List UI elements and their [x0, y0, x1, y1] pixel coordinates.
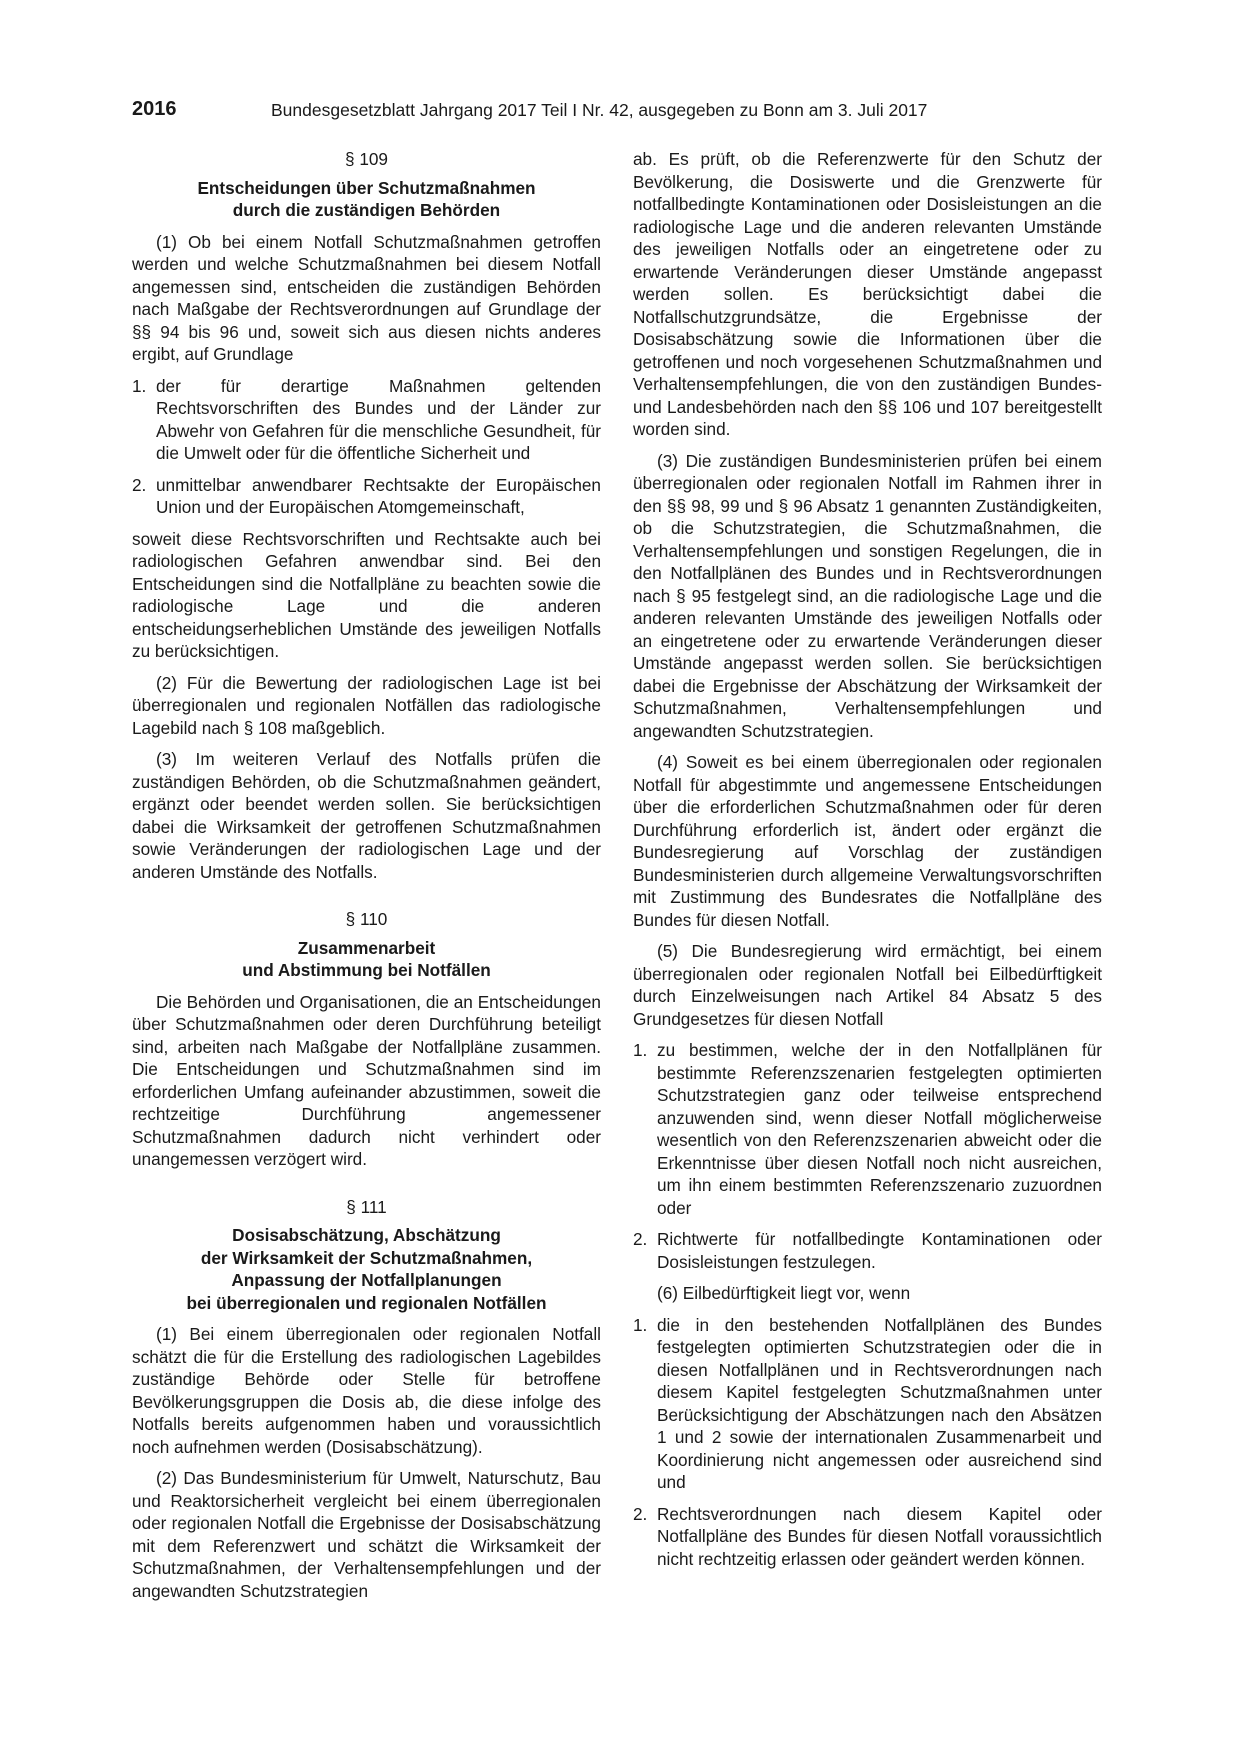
section-110-title-line-1: Zusammenarbeit — [297, 937, 436, 958]
list-item-number: 2. — [132, 474, 147, 495]
section-111-paragraph-5: (5) Die Bundesregierung wird ermächtigt, bei einem überregionalen oder regionalen Notfall bei Eilbedürftigkeit durch Einzelweisungen nach Artikel 84 Absatz 5 des Grundgesetzes für diesen Notfall — [633, 941, 1102, 1029]
section-111-paragraph-2: (2) Das Bundesministerium für Umwelt, Naturschutz, Bau und Reaktorsicherheit vergleicht bei einem überregionalen oder regionalen Notfall die Ergebnisse der Dosisabschätzung mit dem Referenzwert und schätzt die Wirksamkeit der Schutzmaßnahmen, der Verhaltensempfehlungen und der angewandten Schutzstrategien — [132, 1468, 601, 1601]
section-109-paragraph-2: (2) Für die Bewertung der radiologischen Lage ist bei überregionalen und regionalen Notfällen das radiologische Lagebild nach § 108 maßgeblich. — [132, 672, 601, 738]
section-111-number: § 111 — [346, 1196, 387, 1217]
section-111-paragraph-6: (6) Eilbedürftigkeit liegt vor, wenn — [657, 1283, 911, 1303]
section-110-title-line-2: und Abstimmung bei Notfällen — [242, 960, 491, 980]
list-item — [633, 1314, 1102, 1494]
list-item-text: Richtwerte für notfallbedingte Kontaminationen oder Dosisleistungen festzulegen. — [657, 1229, 1102, 1272]
section-111-title-line-4: bei überregionalen und regionalen Notfällen — [186, 1292, 547, 1313]
section-109-title-line-2: durch die zuständigen Behörden — [232, 200, 501, 220]
list-item — [132, 474, 601, 519]
left-column — [132, 148, 601, 1602]
section-109-number: § 109 — [344, 149, 388, 169]
list-item-number: 1. — [633, 1040, 648, 1060]
list-item-text: die in den bestehenden Notfallplänen des Bundes festgelegten optimierten Schutzstrategien oder die in diesen Notfallplänen und in Rechtsverordnungen nach diesem Kapitel festgelegten Schutzmaßnahmen unter Berücksichtigung der Abschätzungen nach den Absätzen 1 und 2 sowie der internationalen Zusammenarbeit und Koordinierung nicht angemessen oder ausreichend sind und — [657, 1314, 1102, 1492]
section-109-title-line-1: Entscheidungen über Schutzmaßnahmen — [197, 177, 536, 198]
section-109-paragraph-1: (1) Ob bei einem Notfall Schutzmaßnahmen getroffen werden und welche Schutzmaßnahmen bei diesem Notfall angemessen sind, entscheiden die zuständigen Behörden nach Maßgabe der Rechtsverordnungen auf Grundlage der §§ 94 bis 96 und, soweit sich aus diesen nichts anderes ergibt, auf Grundlage — [132, 231, 601, 364]
section-111-paragraph-5-list — [633, 1039, 1102, 1273]
list-item-text: zu bestimmen, welche der in den Notfallplänen für bestimmte Referenzszenarien festgelegten optimierten Schutzstrategien ganz oder teilweise entsprechend anzuwenden sind, wenn dieser Notfall möglicherweise wesentlich von den Referenzszenarien abweicht oder die Erkenntnisse über diesen Notfall noch nicht ausreichen, um ihn einem bestimmten Referenzszenario zuzuordnen oder — [657, 1040, 1102, 1218]
list-item — [633, 1503, 1102, 1571]
list-item-number: 1. — [633, 1314, 648, 1335]
page-number: 2016 — [132, 98, 177, 120]
section-111-paragraph-6-list — [633, 1314, 1102, 1571]
section-109-paragraph-3: (3) Im weiteren Verlauf des Notfalls prüfen die zuständigen Behörden, ob die Schutzmaßnahmen geändert, ergänzt oder beendet werden sollen. Sie berücksichtigen dabei die Wirksamkeit der getroffenen Schutzmaßnahmen sowie Veränderungen der radiologischen Lage und der anderen Umstände des Notfalls. — [132, 749, 601, 882]
list-item-number: 2. — [633, 1229, 648, 1249]
section-109-list — [132, 375, 601, 519]
section-111-title-line-2: der Wirksamkeit der Schutzmaßnahmen, — [200, 1247, 533, 1268]
list-item — [633, 1039, 1102, 1219]
section-111-title-line-3: Anpassung der Notfallplanungen — [231, 1270, 502, 1290]
section-111-paragraph-1: (1) Bei einem überregionalen oder regionalen Notfall schätzt die für die Erstellung des radiologischen Lagebildes zuständige Behörde oder Stelle für betroffene Bevölkerungsgruppen die Dosis ab, die diese infolge des Notfalls bereits aufgenommen haben und voraussichtlich noch aufnehmen werden (Dosisabschätzung). — [132, 1324, 601, 1457]
running-head: Bundesgesetzblatt Jahrgang 2017 Teil I Nr. 42, ausgegeben zu Bonn am 3. Juli 2017 — [271, 100, 928, 120]
section-110-paragraph: Die Behörden und Organisationen, die an Entscheidungen über Schutzmaßnahmen oder deren Durchführung beteiligt sind, arbeiten nach Maßgabe der Notfallpläne zusammen. Die Entscheidungen und Schutzmaßnahmen sind im erforderlichen Umfang aufeinander abzustimmen, soweit die rechtzeitige Durchführung angemessener Schutzmaßnahmen dadurch nicht verhindert oder unangemessen verzögert wird. — [132, 991, 601, 1169]
section-111-paragraph-2-continuation: ab. Es prüft, ob die Referenzwerte für den Schutz der Bevölkerung, die Dosiswerte und die Grenzwerte für notfallbedingte Kontaminationen oder Dosisleistungen an die radiologische Lage und die anderen relevanten Umstände des jeweiligen Notfalls oder an eingetretene oder zu erwartende Veränderungen dieser Umstände angepasst werden sollen. Es berücksichtigt dabei die Notfallschutzgrundsätze, die Ergebnisse der Dosisabschätzung sowie die Informationen über die getroffenen und noch vorgesehenen Schutzmaßnahmen und Verhaltensempfehlungen, die von den zuständigen Bundes- und Landesbehörden nach den §§ 106 und 107 bereitgestellt worden sind. — [633, 149, 1102, 439]
section-111-paragraph-4: (4) Soweit es bei einem überregionalen oder regionalen Notfall für abgestimmte und angemessene Entscheidungen über die erforderlichen Schutzmaßnahmen oder für deren Durchführung erforderlich ist, ändert oder ergänzt die Bundesregierung auf Vorschlag der zuständigen Bundesministerien durch allgemeine Verwaltungsvorschriften mit Zustimmung des Bundesrates die Notfallpläne des Bundes für diesen Notfall. — [633, 752, 1102, 930]
list-item-number: 1. — [132, 375, 147, 396]
list-item-number: 2. — [633, 1503, 648, 1524]
list-item-text: unmittelbar anwendbarer Rechtsakte der Europäischen Union und der Europäischen Atomgemeinschaft, — [156, 474, 601, 517]
section-109-paragraph-1-continuation: soweit diese Rechtsvorschriften und Rechtsakte auch bei radiologischen Gefahren anwendbar sind. Bei den Entscheidungen sind die Notfallpläne zu beachten sowie die radiologische Lage und die anderen entscheidungserheblichen Umstände des jeweiligen Notfalls zu berücksichtigen. — [132, 528, 601, 661]
right-column — [633, 148, 1102, 1570]
list-item-text: der für derartige Maßnahmen geltenden Rechtsvorschriften des Bundes und der Länder zur Abwehr von Gefahren für die menschliche Gesundheit, für die Umwelt oder für die öffentliche Sicherheit und — [156, 375, 601, 463]
list-item — [633, 1228, 1102, 1273]
section-111-paragraph-3: (3) Die zuständigen Bundesministerien prüfen bei einem überregionalen oder regionalen Notfall im Rahmen ihrer in den §§ 98, 99 und § 96 Absatz 1 genannten Zuständigkeiten, ob die Schutzstrategien, die Schutzmaßnahmen, die Verhaltensempfehlungen und sonstigen Regelungen, die in den Notfallplänen des Bundes und in Rechtsverordnungen nach § 95 festgelegt sind, an die radiologische Lage und die anderen relevanten Umstände des jeweiligen Notfalls oder an eingetretene oder zu erwartende Veränderungen dieser Umstände angepasst werden sollen. Sie berücksichtigen dabei die Ergebnisse der Abschätzung der Wirksamkeit der Schutzmaßnahmen, Verhaltensempfehlungen und angewandten Schutzstrategien. — [633, 450, 1102, 741]
list-item — [132, 375, 601, 465]
section-111-title-line-1: Dosisabschätzung, Abschätzung — [232, 1225, 501, 1245]
section-110-number: § 110 — [345, 909, 388, 929]
list-item-text: Rechtsverordnungen nach diesem Kapitel oder Notfallpläne des Bundes für diesen Notfall voraussichtlich nicht rechtzeitig erlassen oder geändert werden können. — [657, 1503, 1102, 1569]
